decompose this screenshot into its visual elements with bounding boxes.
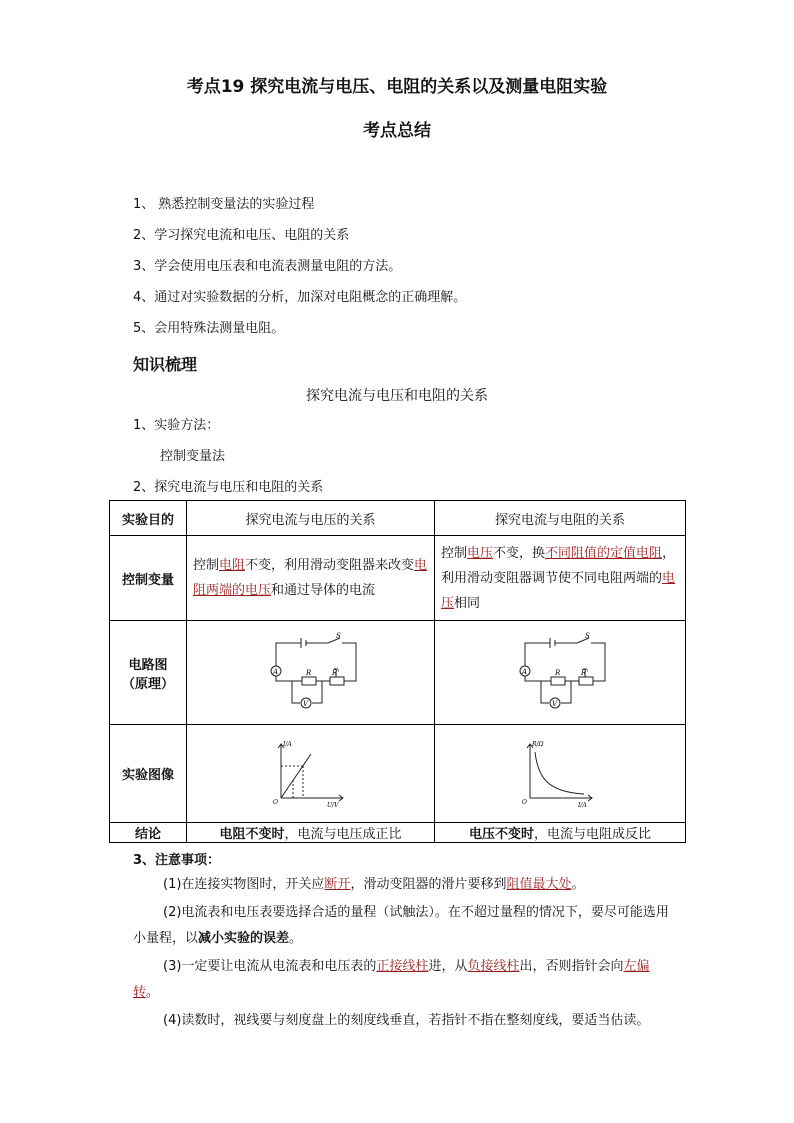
knowledge-heading: 知识梳理 (133, 355, 198, 374)
blank-answer: 电阻 (219, 558, 246, 573)
conclusion-bold: 电压不变时 (468, 827, 534, 842)
note-text: (3)一定要让电流从电流表和电压表的 (163, 959, 377, 974)
note-text: 。 (146, 985, 160, 1000)
blank-answer: 电压 (441, 570, 676, 611)
note-text: (1)在连接实物图时，开关应 (163, 877, 325, 892)
cell-text: 不变，换 (493, 545, 546, 561)
table-row (110, 823, 686, 843)
cell-circuit-resistance (435, 621, 686, 725)
cell-text: ，利用滑动变阻器调节使不同电阻两端的 (441, 545, 676, 586)
note-text: 出，否则指针会向 (519, 959, 624, 974)
page-title: 考点19 探究电流与电压、电阻的关系以及测量电阻实验 (186, 77, 608, 97)
circuit-diagram (256, 631, 366, 711)
note-item-3 (133, 954, 673, 1006)
blank-answer: 不同阻值的定值电阻 (545, 545, 663, 561)
goal-item: 5、会用特殊法测量电阻。 (133, 321, 285, 336)
ammeter-label: A (272, 667, 278, 676)
graph-origin-label: O (522, 798, 527, 806)
cell-text: 相同 (454, 595, 481, 611)
note-text: (2)电流表和电压表要选择合适的量程（试触法）。在不超过量程的情况下，要尽可能选用小量程，以 (133, 905, 669, 946)
cell-conclusion-resistance (435, 823, 686, 843)
cell-text: 和通过导体的电流 (271, 583, 376, 598)
ammeter-label: A (522, 667, 528, 676)
blank-answer: 左偏转 (133, 959, 650, 1000)
cell-control-voltage (187, 536, 435, 621)
conclusion-text: ，电流与电阻成反比 (534, 827, 652, 842)
table-row (110, 621, 686, 725)
conclusion-bold: 电阻不变时 (219, 827, 285, 842)
page-subtitle: 考点总结 (363, 121, 431, 141)
graph-x-label: U/V (326, 801, 338, 808)
goal-item: 2、学习探究电流和电压、电阻的关系 (133, 228, 350, 243)
note-bold: 减小实验的误差 (198, 931, 290, 946)
graph-i-u (271, 736, 351, 808)
resistor-label: R (555, 668, 561, 677)
resistor-label: R (305, 668, 311, 677)
header-purpose: 实验目的 (110, 501, 187, 536)
conclusion-text: ，电流与电压成正比 (284, 827, 402, 842)
goal-item: 3、学会使用电压表和电流表测量电阻的方法。 (133, 259, 402, 274)
relation-label: 2、探究电流与电压和电阻的关系 (133, 480, 324, 495)
circuit-diagram (505, 631, 615, 711)
row-graph-label: 实验图像 (110, 725, 187, 823)
note-item-4: (4)读数时，视线要与刻度盘上的刻度线垂直，若指针不指在整刻度线，要适当估读。 (163, 1013, 650, 1028)
blank-answer: 正接线柱 (376, 959, 429, 974)
row-circuit-label (110, 621, 187, 725)
goal-item: 1、 熟悉控制变量法的实验过程 (133, 197, 315, 212)
blank-answer: 电阻两端的电压 (193, 558, 428, 598)
notes-heading: 3、注意事项： (133, 853, 221, 868)
note-item-1 (133, 872, 673, 898)
goal-item: 4、通过对实验数据的分析，加深对电阻概念的正确理解。 (133, 290, 467, 305)
note-text: 进，从 (428, 959, 468, 974)
blank-answer: 断开 (324, 877, 351, 892)
row-conclusion-label: 结论 (110, 823, 187, 843)
blank-answer: 电压 (467, 545, 494, 561)
graph-x-label: I/A (578, 801, 587, 808)
note-item-2 (133, 900, 673, 952)
cell-graph-resistance (435, 725, 686, 823)
graph-r-i (520, 736, 600, 808)
voltmeter-label: V (552, 699, 558, 708)
method-value: 控制变量法 (160, 449, 226, 464)
switch-label: S (585, 631, 590, 640)
note-text: 。 (571, 877, 585, 892)
row-circuit-text: 电路图（原理） (121, 657, 174, 692)
voltmeter-label: V (302, 699, 308, 708)
switch-label: S (335, 631, 341, 640)
blank-answer: 负接线柱 (467, 959, 520, 974)
cell-text: 控制 (441, 545, 468, 561)
method-label: 1、实验方法： (133, 418, 220, 433)
table-row (110, 501, 686, 536)
cell-conclusion-voltage (187, 823, 435, 843)
cell-circuit-voltage (187, 621, 435, 725)
cell-text: 控制 (193, 558, 220, 573)
table-row (110, 725, 686, 823)
cell-text: 不变，利用滑动变阻器来改变 (245, 558, 415, 573)
cell-control-resistance (435, 536, 686, 621)
note-text: ，滑动变阻器的滑片要移到 (350, 877, 507, 892)
rheostat-label: R' (581, 668, 589, 677)
cell-graph-voltage (187, 725, 435, 823)
section-heading: 探究电流与电压和电阻的关系 (306, 388, 488, 404)
note-text: 。 (289, 931, 303, 946)
graph-y-label: R/Ω (532, 740, 544, 748)
graph-origin-label: O (272, 798, 278, 806)
graph-y-label: I/A (282, 740, 292, 748)
table-row (110, 536, 686, 621)
experiment-table (109, 500, 686, 843)
header-resistance: 探究电流与电阻的关系 (435, 501, 686, 536)
blank-answer: 阻值最大处 (506, 877, 572, 892)
header-voltage: 探究电流与电压的关系 (187, 501, 435, 536)
rheostat-label: R' (331, 668, 339, 677)
row-control-label: 控制变量 (110, 536, 187, 621)
